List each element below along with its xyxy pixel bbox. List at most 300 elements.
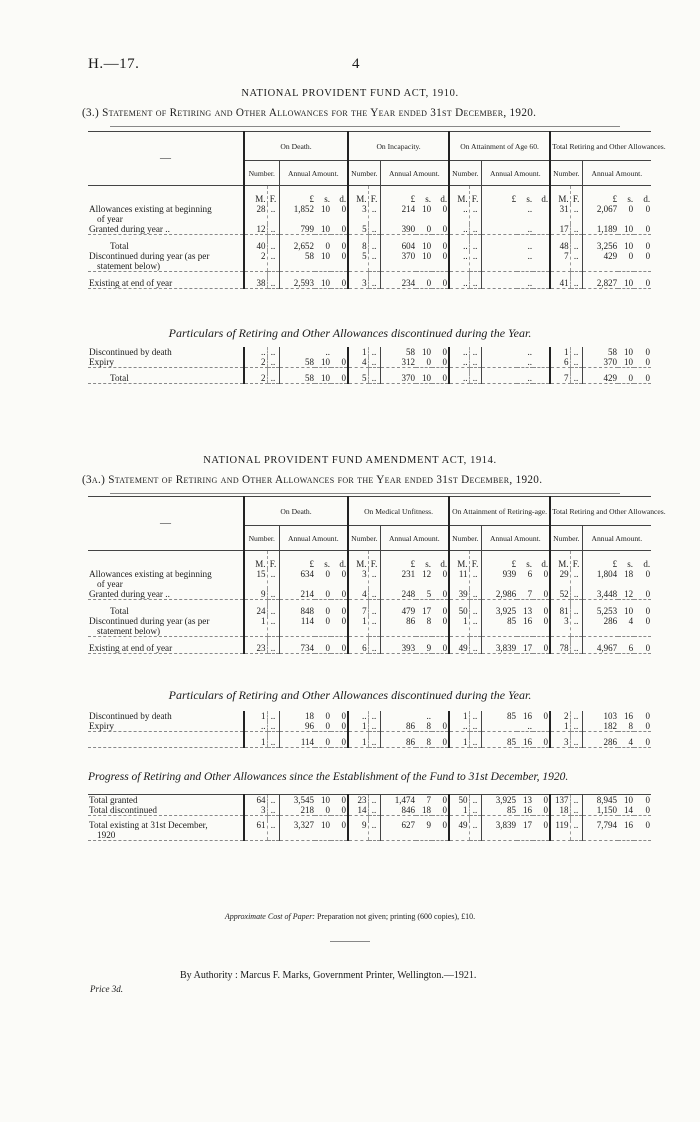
value-cell: 0: [432, 805, 449, 816]
value-cell: 85: [481, 711, 517, 721]
value-cell: 1: [348, 737, 368, 748]
value-cell: ..: [570, 251, 582, 272]
value-cell: 3: [348, 278, 368, 289]
value-cell: 799: [279, 224, 315, 235]
value-cell: 231: [380, 569, 416, 589]
value-cell: ..: [267, 795, 279, 806]
value-cell: [533, 241, 550, 251]
value-cell: ..: [570, 616, 582, 637]
value-cell: 634: [279, 569, 315, 589]
value-cell: 58: [279, 373, 315, 384]
value-cell: 50: [449, 795, 469, 806]
value-cell: 10: [618, 224, 634, 235]
value-cell: 0: [325, 569, 330, 579]
value-cell: ..: [267, 373, 279, 384]
unit-label: d.: [533, 551, 550, 570]
value-cell: 15: [244, 569, 267, 589]
value-cell: 8: [618, 721, 634, 732]
value-cell: 3,448: [582, 589, 618, 600]
value-cell: ..: [244, 721, 267, 732]
value-cell: 0: [634, 589, 651, 600]
value-cell: 2,652: [279, 241, 315, 251]
group-header: On Medical Unfitness.: [348, 497, 449, 526]
value-cell: ..: [368, 606, 380, 616]
value-cell: 5: [348, 224, 368, 235]
value-cell: 24: [244, 606, 267, 616]
group-header: On Attainment of Retiring-age.: [449, 497, 550, 526]
value-cell: ..: [368, 805, 380, 816]
value-cell: [481, 721, 517, 732]
value-cell: ..: [469, 204, 481, 224]
value-cell: 0: [618, 251, 634, 272]
value-cell: 16: [517, 805, 533, 816]
value-cell: 8: [416, 616, 432, 637]
value-cell: 0: [341, 606, 347, 616]
value-cell: 18: [550, 805, 570, 816]
value-cell: 7: [550, 373, 570, 384]
value-cell: ..: [449, 357, 469, 368]
value-cell: 5: [348, 373, 368, 384]
unit-label: F.: [368, 186, 380, 205]
value-cell: 2,827: [582, 278, 618, 289]
group-header: On Attainment of Age 60.: [449, 132, 550, 161]
statement-table-3: [88, 131, 666, 289]
value-cell: 429: [582, 251, 618, 272]
value-cell: [533, 224, 550, 235]
value-cell: 0: [634, 224, 651, 235]
value-cell: [533, 204, 550, 224]
value-cell: 1: [449, 711, 469, 721]
unit-label: £: [279, 551, 315, 570]
value-cell: 0: [533, 805, 550, 816]
value-cell: 50: [449, 606, 469, 616]
row-label-text: Discontinued by death: [89, 711, 172, 721]
value-cell: 12: [244, 224, 267, 235]
value-cell: 16: [517, 616, 533, 637]
value-cell: ..: [267, 721, 279, 732]
value-cell: ..: [517, 278, 533, 289]
unit-label: £: [582, 551, 618, 570]
row-label: [88, 606, 244, 616]
value-cell: 1,189: [582, 224, 618, 235]
value-cell: 0: [543, 606, 549, 616]
value-cell: 0: [315, 643, 331, 654]
value-cell: 0: [634, 805, 651, 816]
unit-label: M.: [348, 551, 368, 570]
value-cell: 0: [634, 737, 651, 748]
value-cell: 10: [422, 241, 432, 251]
row-label-text: Discontinued during year (as per: [89, 251, 210, 261]
value-cell: 85: [481, 805, 517, 816]
value-cell: 286: [582, 616, 618, 637]
value-cell: 0: [432, 616, 449, 637]
value-cell: 2,986: [481, 589, 517, 600]
value-cell: [533, 721, 550, 732]
value-cell: 12: [422, 569, 432, 579]
unit-label: £: [481, 186, 517, 205]
value-cell: 7,794: [582, 820, 618, 841]
rule: [110, 126, 620, 127]
value-cell: 17: [517, 820, 533, 841]
value-cell: 0: [618, 373, 634, 384]
row-label-text: Total existing at 31st December,: [89, 820, 208, 830]
value-cell: 0: [645, 606, 651, 616]
value-cell: 0: [432, 357, 449, 368]
value-cell: 3: [348, 569, 368, 589]
number-col-header: Number.: [348, 161, 380, 186]
value-cell: 3,327: [279, 820, 315, 841]
value-cell: 3,925: [481, 606, 517, 616]
unit-label: s.: [416, 186, 432, 205]
row-label: [88, 589, 244, 600]
value-cell: ..: [449, 241, 469, 251]
value-cell: 214: [279, 589, 315, 600]
row-label: [88, 204, 244, 224]
value-cell: 370: [380, 373, 416, 384]
value-cell: 0: [331, 357, 348, 368]
value-cell: 23: [244, 643, 267, 654]
value-cell: 10: [624, 347, 633, 357]
value-cell: 13: [517, 795, 533, 806]
header-blank: —: [88, 132, 244, 186]
group-header: Total Retiring and Other Allowances.: [550, 497, 651, 526]
value-cell: [481, 373, 517, 384]
value-cell: 3: [244, 805, 267, 816]
value-cell: 3,256: [582, 241, 618, 251]
value-cell: ..: [368, 795, 380, 806]
row-label-text: Total granted: [89, 795, 138, 805]
unit-label: F.: [570, 551, 582, 570]
amount-col-header: Annual Amount.: [582, 161, 651, 186]
value-cell: 0: [634, 357, 651, 368]
value-cell: 312: [380, 357, 416, 368]
value-cell: 9: [244, 589, 267, 600]
act-title-1914: NATIONAL PROVIDENT FUND AMENDMENT ACT, 1914.: [203, 455, 497, 466]
row-label-text: Total discontinued: [89, 805, 157, 815]
unit-label: d.: [432, 551, 449, 570]
value-cell: ..: [570, 241, 582, 251]
value-cell: 0: [442, 241, 448, 251]
value-cell: 0: [645, 241, 651, 251]
value-cell: 11: [449, 569, 469, 589]
value-cell: 218: [279, 805, 315, 816]
value-cell: 17: [422, 606, 432, 616]
value-cell: 0: [432, 737, 449, 748]
value-cell: ..: [469, 805, 481, 816]
value-cell: [279, 347, 315, 357]
value-cell: 0: [331, 373, 348, 384]
cost-text: Preparation not given; printing (600 copies), £10.: [316, 912, 476, 921]
value-cell: 0: [442, 204, 448, 214]
value-cell: 4: [618, 737, 634, 748]
row-label: [88, 251, 244, 272]
row-label-text: Discontinued by death: [89, 347, 172, 357]
value-cell: ..: [570, 711, 582, 721]
group-header: On Incapacity.: [348, 132, 449, 161]
value-cell: [481, 241, 517, 251]
value-cell: ..: [267, 606, 279, 616]
unit-label: M.: [348, 186, 368, 205]
value-cell: 939: [481, 569, 517, 589]
unit-label: M.: [244, 551, 267, 570]
value-cell: 0: [533, 737, 550, 748]
unit-label: s.: [315, 551, 331, 570]
value-cell: [331, 347, 348, 357]
value-cell: 0: [634, 616, 651, 637]
value-cell: 0: [331, 278, 348, 289]
unit-label: d.: [634, 186, 651, 205]
value-cell: 0: [416, 224, 432, 235]
value-cell: 0: [341, 569, 347, 579]
value-cell: [481, 347, 517, 357]
value-cell: 2: [244, 251, 267, 272]
value-cell: 49: [449, 643, 469, 654]
value-cell: 103: [582, 711, 618, 721]
unit-label: M.: [244, 186, 267, 205]
value-cell: 81: [550, 606, 570, 616]
value-cell: 0: [543, 711, 548, 721]
value-cell: 1: [550, 347, 570, 357]
value-cell: ..: [517, 251, 533, 272]
value-cell: 0: [325, 606, 330, 616]
value-cell: 0: [533, 820, 550, 841]
unit-row-blank: [88, 551, 244, 570]
value-cell: 40: [244, 241, 267, 251]
value-cell: ..: [570, 278, 582, 289]
value-cell: 0: [533, 643, 550, 654]
number-col-header: Number.: [550, 161, 582, 186]
page-number: 4: [352, 56, 360, 72]
value-cell: 1: [348, 616, 368, 637]
value-cell: ..: [570, 347, 582, 357]
particulars-table-1: [88, 347, 651, 384]
value-cell: 0: [315, 805, 331, 816]
statement-table-3a: [88, 496, 666, 654]
row-label-text: Expiry: [89, 357, 115, 367]
value-cell: ..: [267, 224, 279, 235]
value-cell: 393: [380, 643, 416, 654]
value-cell: 2,067: [582, 204, 618, 224]
number-col-header: Number.: [449, 161, 481, 186]
value-cell: ..: [469, 347, 481, 357]
value-cell: ..: [469, 251, 481, 272]
unit-label: F.: [570, 186, 582, 205]
value-cell: 64: [244, 795, 267, 806]
value-cell: 18: [416, 805, 432, 816]
value-cell: 248: [380, 589, 416, 600]
value-cell: 18: [624, 569, 634, 579]
value-cell: 10: [315, 278, 331, 289]
value-cell: 370: [380, 251, 416, 272]
value-cell: 0: [533, 795, 550, 806]
value-cell: 4: [618, 616, 634, 637]
unit-label: F.: [368, 551, 380, 570]
row-label: [88, 643, 244, 654]
value-cell: [481, 357, 517, 368]
value-cell: 7: [416, 795, 432, 806]
value-cell: 23: [348, 795, 368, 806]
value-cell: 16: [624, 711, 633, 721]
value-cell: 0: [432, 373, 449, 384]
divider: [330, 941, 370, 942]
value-cell: 86: [380, 721, 416, 732]
value-cell: 1: [348, 721, 368, 732]
unit-label: d.: [432, 186, 449, 205]
value-cell: ..: [469, 357, 481, 368]
value-cell: ..: [368, 204, 380, 224]
value-cell: 0: [331, 251, 348, 272]
value-cell: 0: [331, 737, 348, 748]
value-cell: 17: [550, 224, 570, 235]
value-cell: ..: [570, 606, 582, 616]
value-cell: 6: [527, 569, 533, 579]
value-cell: 429: [582, 373, 618, 384]
value-cell: 848: [279, 606, 315, 616]
value-cell: 0: [432, 278, 449, 289]
value-cell: 3: [550, 737, 570, 748]
row-label: [88, 721, 244, 732]
value-cell: 9: [416, 643, 432, 654]
unit-label: d.: [634, 551, 651, 570]
value-cell: 5: [416, 589, 432, 600]
unit-label: £: [582, 186, 618, 205]
value-cell: 16: [517, 737, 533, 748]
value-cell: 3,839: [481, 643, 517, 654]
value-cell: 2: [550, 711, 570, 721]
value-cell: 1: [449, 805, 469, 816]
value-cell: ..: [244, 347, 267, 357]
value-cell: ..: [570, 805, 582, 816]
row-label-text-2: 1920: [97, 830, 116, 840]
value-cell: 1: [550, 721, 570, 732]
value-cell: ..: [469, 721, 481, 732]
value-cell: ..: [449, 204, 469, 224]
value-cell: 0: [315, 616, 331, 637]
value-cell: 0: [432, 251, 449, 272]
value-cell: 0: [331, 589, 348, 600]
row-label: [88, 616, 244, 637]
value-cell: ..: [469, 373, 481, 384]
unit-label: d.: [331, 551, 348, 570]
value-cell: 0: [634, 795, 651, 806]
value-cell: ..: [368, 721, 380, 732]
value-cell: 12: [618, 589, 634, 600]
value-cell: 0: [634, 820, 651, 841]
value-cell: 0: [315, 737, 331, 748]
row-label: [88, 795, 244, 806]
value-cell: ..: [267, 589, 279, 600]
value-cell: 1: [449, 616, 469, 637]
amount-col-header: Annual Amount.: [380, 526, 449, 551]
value-cell: [481, 278, 517, 289]
value-cell: ..: [469, 224, 481, 235]
group-header: On Death.: [244, 132, 348, 161]
value-cell: ..: [469, 569, 481, 589]
value-cell: 370: [582, 357, 618, 368]
value-cell: 0: [533, 589, 550, 600]
value-cell: 96: [279, 721, 315, 732]
value-cell: 10: [422, 204, 432, 214]
value-cell: 627: [380, 820, 416, 841]
value-cell: 119: [550, 820, 570, 841]
cost-note: [0, 912, 700, 921]
value-cell: 0: [331, 805, 348, 816]
row-label-text-2: statement below): [97, 626, 161, 636]
unit-label: s.: [618, 551, 634, 570]
amount-col-header: Annual Amount.: [380, 161, 449, 186]
value-cell: 16: [523, 711, 532, 721]
value-cell: ..: [449, 224, 469, 235]
value-cell: 10: [315, 224, 331, 235]
value-cell: 52: [550, 589, 570, 600]
value-cell: 0: [432, 820, 449, 841]
value-cell: 58: [279, 357, 315, 368]
row-label-text: Total: [110, 241, 129, 251]
unit-label: £: [279, 186, 315, 205]
value-cell: 16: [618, 820, 634, 841]
row-label-text: Discontinued during year (as per: [89, 616, 210, 626]
value-cell: 10: [618, 795, 634, 806]
value-cell: ..: [368, 241, 380, 251]
value-cell: 1: [244, 616, 267, 637]
value-cell: 1,474: [380, 795, 416, 806]
unit-label: s.: [416, 551, 432, 570]
amount-col-header: Annual Amount.: [481, 526, 550, 551]
row-label-text-2: statement below): [97, 261, 161, 271]
value-cell: ..: [267, 737, 279, 748]
value-cell: 0: [325, 241, 330, 251]
value-cell: ..: [267, 820, 279, 841]
value-cell: [481, 224, 517, 235]
unit-label: F.: [267, 186, 279, 205]
unit-label: s.: [517, 186, 533, 205]
value-cell: 86: [380, 616, 416, 637]
value-cell: 0: [442, 347, 447, 357]
value-cell: ..: [570, 373, 582, 384]
value-cell: 41: [550, 278, 570, 289]
value-cell: 10: [624, 241, 634, 251]
value-cell: 1: [244, 737, 267, 748]
row-label-text: Granted during year ..: [89, 224, 170, 234]
row-label: [88, 373, 244, 384]
unit-label: M.: [449, 551, 469, 570]
value-cell: 7: [517, 589, 533, 600]
row-label: [88, 224, 244, 235]
value-cell: ..: [570, 204, 582, 224]
value-cell: ..: [517, 721, 533, 732]
value-cell: [533, 373, 550, 384]
group-header: Total Retiring and Other Allowances.: [550, 132, 651, 161]
value-cell: 3: [348, 204, 368, 224]
value-cell: 0: [325, 711, 330, 721]
value-cell: ..: [517, 373, 533, 384]
value-cell: 28: [244, 204, 267, 224]
particulars-table-2: [88, 711, 651, 748]
value-cell: 10: [315, 820, 331, 841]
row-label-text: Total: [110, 373, 129, 383]
value-cell: 7: [348, 606, 368, 616]
value-cell: ..: [469, 241, 481, 251]
value-cell: 8,945: [582, 795, 618, 806]
value-cell: 10: [416, 251, 432, 272]
value-cell: ..: [570, 569, 582, 589]
value-cell: ..: [449, 347, 469, 357]
value-cell: [432, 711, 449, 721]
value-cell: 5,253: [582, 606, 618, 616]
row-label: [88, 569, 244, 589]
value-cell: ..: [368, 589, 380, 600]
row-label-text: Total: [110, 606, 129, 616]
